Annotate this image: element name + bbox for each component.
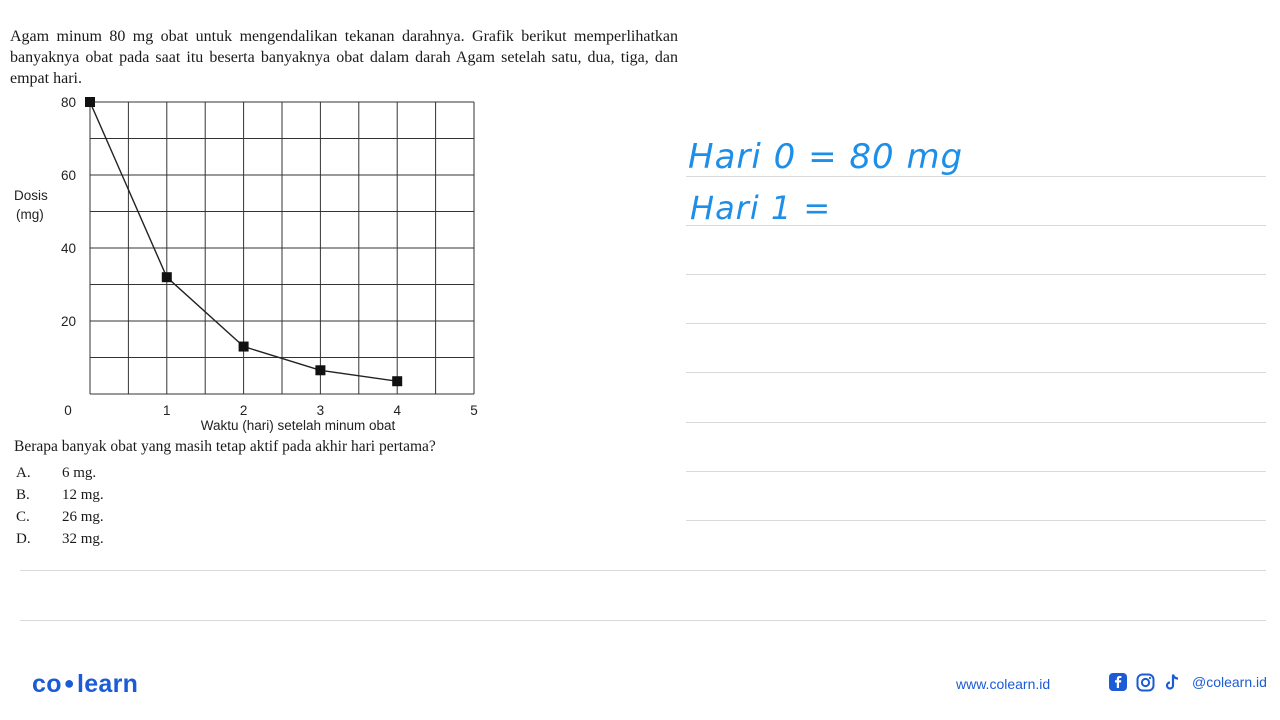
y-axis-label: Dosis bbox=[14, 188, 48, 203]
x-axis-label: Waktu (hari) setelah minum obat bbox=[200, 418, 396, 433]
colearn-logo[interactable] bbox=[32, 670, 138, 699]
x-tick-label: 4 bbox=[393, 403, 401, 418]
logo-dot: ● bbox=[63, 673, 75, 693]
question-prompt: Berapa banyak obat yang masih tetap aktif pada akhir hari pertama? bbox=[14, 438, 436, 455]
option-letter: B. bbox=[16, 487, 30, 503]
handwritten-note-day0: Hari 0 = 80 mg bbox=[688, 137, 964, 177]
x-tick-label: 5 bbox=[470, 403, 478, 418]
social-links bbox=[1108, 672, 1267, 692]
option-letter: D. bbox=[16, 531, 31, 547]
y-axis-label-unit: (mg) bbox=[16, 207, 44, 222]
option-text: 6 mg. bbox=[62, 465, 97, 481]
option-letter: C. bbox=[16, 509, 30, 525]
y-tick-label: 40 bbox=[60, 241, 76, 256]
x-tick-label: 3 bbox=[316, 403, 325, 418]
x-tick-label: 2 bbox=[239, 403, 248, 418]
question-intro: Agam minum 80 mg obat untuk mengendalikan tekanan darahnya. Grafik berikut memperlihatkan banyaknya obat pada saat itu beserta banyaknya obat dalam darah Agam setelah satu, dua, tiga, dan empat hari. bbox=[10, 28, 678, 87]
y-tick-label: 80 bbox=[60, 95, 76, 110]
option-text: 12 mg. bbox=[62, 487, 104, 503]
x-tick-label: 1 bbox=[163, 403, 171, 418]
y-tick-label: 20 bbox=[60, 314, 76, 329]
website-link[interactable]: www.colearn.id bbox=[956, 676, 1051, 692]
tiktok-icon[interactable] bbox=[1162, 672, 1182, 692]
logo-text-co: co bbox=[32, 670, 62, 698]
social-handle[interactable]: @colearn.id bbox=[1192, 674, 1267, 690]
facebook-icon[interactable] bbox=[1108, 672, 1128, 692]
y-tick-label: 60 bbox=[60, 168, 76, 183]
option-letter: A. bbox=[16, 465, 31, 481]
logo-text-learn: learn bbox=[76, 670, 139, 698]
x-tick-label: 0 bbox=[64, 403, 72, 418]
instagram-icon[interactable] bbox=[1135, 672, 1155, 692]
handwritten-note-day1: Hari 1 = bbox=[690, 189, 832, 227]
option-text: 26 mg. bbox=[62, 509, 104, 525]
option-text: 32 mg. bbox=[62, 531, 104, 547]
